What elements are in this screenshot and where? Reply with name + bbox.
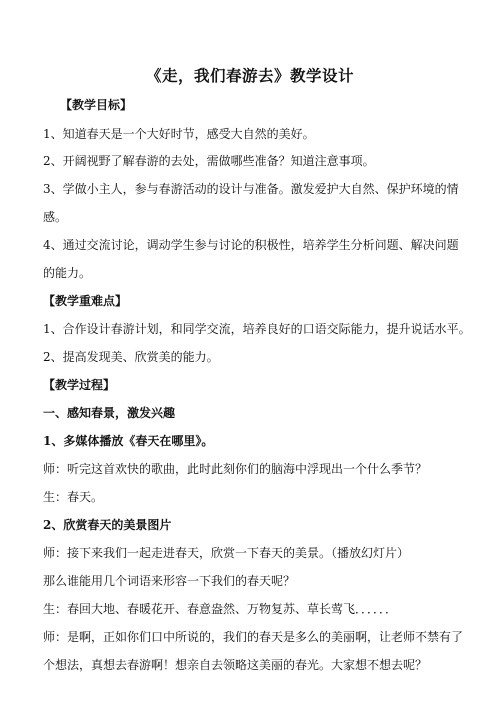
goal-item: 4、通过交流讨论，调动学生参与讨论的积极性，培养学生分析问题、解决问题: [43, 238, 459, 252]
goal-item-continuation: 感。: [43, 210, 68, 224]
process-step-heading: 2、欣赏春天的美景图片: [43, 518, 172, 532]
dialogue-line: 生：春回大地、春暖花开、春意盎然、万物复苏、草长莺飞．．．．．．: [43, 602, 398, 616]
process-part-heading: 一、感知春景，激发兴趣: [43, 406, 176, 420]
document-title: 《走，我们春游去》教学设计: [145, 66, 354, 85]
dialogue-line: 师：是啊，正如你们口中所说的，我们的春天是多么的美丽啊，让老师不禁有了: [43, 630, 464, 644]
goal-item: 2、开阔视野了解春游的去处，需做哪些准备？知道注意事项。: [43, 154, 375, 168]
key-point-item: 1、合作设计春游计划，和同学交流，培养良好的口语交际能力，提升说话水平。: [43, 322, 471, 336]
dialogue-line: 生：春天。: [43, 490, 104, 504]
goal-item: 3、学做小主人，参与春游活动的设计与准备。激发爱护大自然、保护环境的情: [43, 182, 459, 196]
section-heading-process: 【教学过程】: [43, 378, 116, 392]
key-point-item: 2、提高发现美、欣赏美的能力。: [43, 350, 219, 364]
section-heading-key-points: 【教学重难点】: [43, 294, 128, 308]
process-step-heading: 1、多媒体播放《春天在哪里》。: [43, 434, 214, 448]
goal-item: 1、知道春天是一个大好时节，感受大自然的美好。: [43, 127, 315, 141]
section-heading-goals: 【教学目标】: [60, 98, 133, 112]
dialogue-line: 个想法，真想去春游啊！想亲自去领略这美丽的春光。大家想不想去呢？: [43, 658, 428, 672]
goal-item-continuation: 的能力。: [43, 266, 92, 280]
dialogue-line: 那么谁能用几个词语来形容一下我们的春天呢？: [43, 574, 296, 588]
dialogue-line: 师：听完这首欢快的歌曲，此时此刻你们的脑海中浮现出一个什么季节？: [43, 462, 428, 476]
dialogue-line: 师：接下来我们一起走进春天，欣赏一下春天的美景。（播放幻灯片）: [43, 546, 410, 560]
